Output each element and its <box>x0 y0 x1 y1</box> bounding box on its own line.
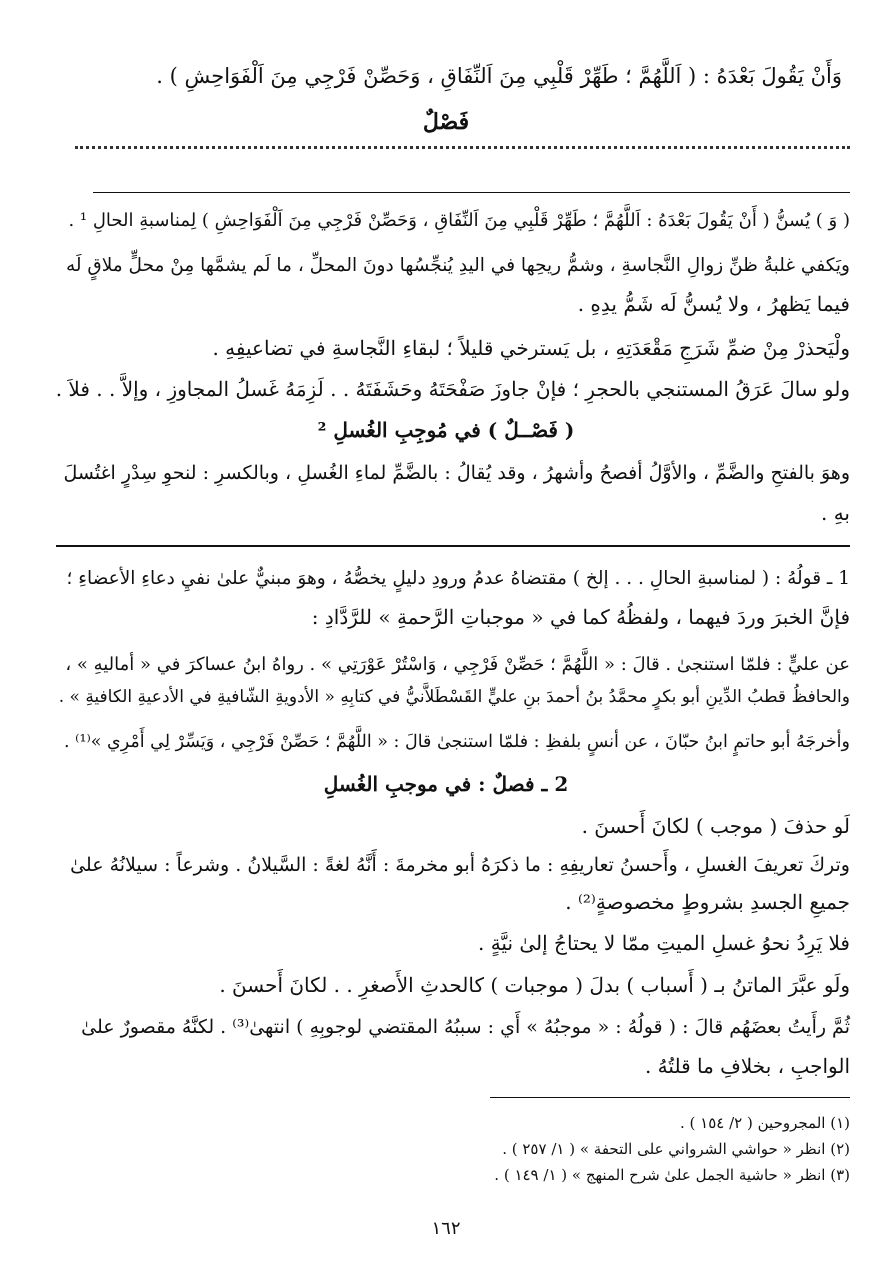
sharh-line: ويَكفي غلبةُ ظنِّ زوالِ النَّجاسةِ ، وشمُّ ريحِها في اليدِ يُنجِّسُها دونَ المحلِّ ، ما لَم يشمَّها مِنْ محلٍّ ملاقٍ لَه <box>65 255 850 276</box>
page-number: ١٦٢ <box>431 1218 461 1239</box>
hashiya-line: وتركَ تعريفَ الغسلِ ، وأَحسنُ تعاريفِهِ : ما ذكرَهُ أبو مخرمةَ : أَنَّهُ لغةً : السَّيلانُ . وشرعاً : سيلانُهُ علىٰ <box>70 854 850 876</box>
sharh-line: فيما يَظهرُ ، ولا يُسنُّ لَه شَمُّ يدِهِ . <box>577 292 850 316</box>
hashiya-line: عن عليٍّ : فلمّا استنجىٰ . قالَ : « اللَّهُمَّ ؛ حَصِّنْ فَرْجِي ، وَاسْتُرْ عَوْرَتِي » . رواهُ ابنُ عساكرَ في « أماليهِ » ، <box>65 654 850 675</box>
section-heading: ( فَصْــلٌ ) في مُوجِبِ الغُسلِ ² <box>317 418 575 442</box>
hashiya-line: ولَو عبَّرَ الماتنُ بـ ( أَسباب ) بدلَ ( موجبات ) كالحدثِ الأَصغرِ . . لكانَ أَحسنَ . <box>219 973 850 997</box>
separator-rule <box>93 192 850 193</box>
sharh-line: ولو سالَ عَرَقُ المستنجي بالحجرِ ؛ فإنْ جاوزَ صَفْحَتَهُ وحَشَفَتَهُ . . لَزِمَهُ غَسلُ المجاوزِ ، وإلاَّ . . فلاَ . <box>55 377 850 401</box>
hashiya-line: الواجبِ ، بخلافِ ما قلتُهُ . <box>644 1054 850 1078</box>
matn-line: وَأَنْ يَقُولَ بَعْدَهُ : ( اَللَّهُمَّ ؛ طَهِّرْ قَلْبِي مِنَ اَلنِّفَاقِ ، وَحَصِّنْ فَرْجِي مِنَ اَلْفَوَاحِشِ ) . <box>156 64 842 88</box>
sharh-line: ولْيَحذرْ مِنْ ضمِّ شَرَجِ مَقْعَدَتِهِ ، بل يَسترخي قليلاً ؛ لبقاءِ النَّجاسةِ في تضاعيفِهِ . <box>212 336 850 360</box>
hashiya-line: ثُمَّ رأَيتُ بعضَهُم قالَ : ( قولُهُ : « موجبُهُ » أَي : سببُهُ المقتضي لوجوبِهِ ) انتهىٰ⁽³⁾ . لكنَّهُ مقصورٌ علىٰ <box>81 1016 850 1038</box>
hashiya-line: فلا يَرِدُ نحوُ غسلِ الميتِ ممّا لا يحتاجُ إلىٰ نيَّةٍ . <box>477 931 850 955</box>
footnote: (٢) انظر « حواشي الشرواني على التحفة » ( ١/ ٢٥٧ ) . <box>502 1140 850 1158</box>
commentary-rule <box>56 545 850 547</box>
sharh-line: وهوَ بالفتحِ والضَّمِّ ، والأوَّلُ أفصحُ وأشهرُ ، وقد يُقالُ : بالضَّمِّ لماءِ الغُسلِ ، وبالكسرِ : لنحوِ سِدْرٍ اغتُسلَ <box>63 462 850 484</box>
hashiya-line: وأخرجَهُ أبو حاتمٍ ابنُ حبّانَ ، عن أنسٍ بلفظِ : فلمّا استنجىٰ قالَ : « اللَّهُمَّ ؛ حَصِّنْ فَرْجِي ، وَيَسِّرْ لِي أَمْرِي »⁽¹⁾ . <box>64 732 850 752</box>
hashiya-line: والحافظُ قطبُ الدِّينِ أبو بكرٍ محمَّدُ بنُ أحمدَ بنِ عليٍّ القَسْطَلاَّنيُّ في كتابِهِ « الأدويةِ الشّافيةِ في الأدعيةِ الكافيةِ » . <box>58 687 850 707</box>
hashiya-line: 1 ـ قولُهُ : ( لمناسبةِ الحالِ . . . إلخ ) مقتضاهُ عدمُ ورودِ دليلٍ يخصُّهُ ، وهوَ مبنيٌّ علىٰ نفيِ دعاءِ الأعضاءِ ؛ <box>66 568 850 589</box>
hashiya-line: جميعِ الجسدِ بشروطٍ مخصوصةٍ⁽²⁾ . <box>565 890 850 914</box>
sharh-line: ( وَ ) يُسنُّ ( أَنْ يَقُولَ بَعْدَهُ : اَللَّهُمَّ ؛ طَهِّرْ قَلْبِي مِنَ اَلنِّفَاقِ ، وَحَصِّنْ فَرْجِي مِنَ اَلْفَوَاحِشِ ) لِمناسبةِ الحالِ ¹ . <box>68 210 850 231</box>
fasl-heading-ornament: فَصْلٌ <box>422 109 470 135</box>
hashiya-line: لَو حذفَ ( موجب ) لكانَ أَحسنَ . <box>581 814 850 838</box>
footnote: (٣) انظر « حاشية الجمل علىٰ شرح المنهج » ( ١/ ١٤٩ ) . <box>494 1166 850 1184</box>
dotted-separator <box>75 146 850 149</box>
footnote: (١) المجروحين ( ٢/ ١٥٤ ) . <box>680 1114 850 1132</box>
footnote-rule <box>490 1097 850 1098</box>
sharh-line: بهِ . <box>820 501 850 525</box>
hashiya-line: فإنَّ الخبرَ وردَ فيهما ، ولفظُهُ كما في « موجباتِ الرَّحمةِ » للرَّدَّادِ : <box>311 605 850 629</box>
hashiya-heading: 2 ـ فصلٌ : في موجبِ الغُسلِ <box>323 772 569 796</box>
